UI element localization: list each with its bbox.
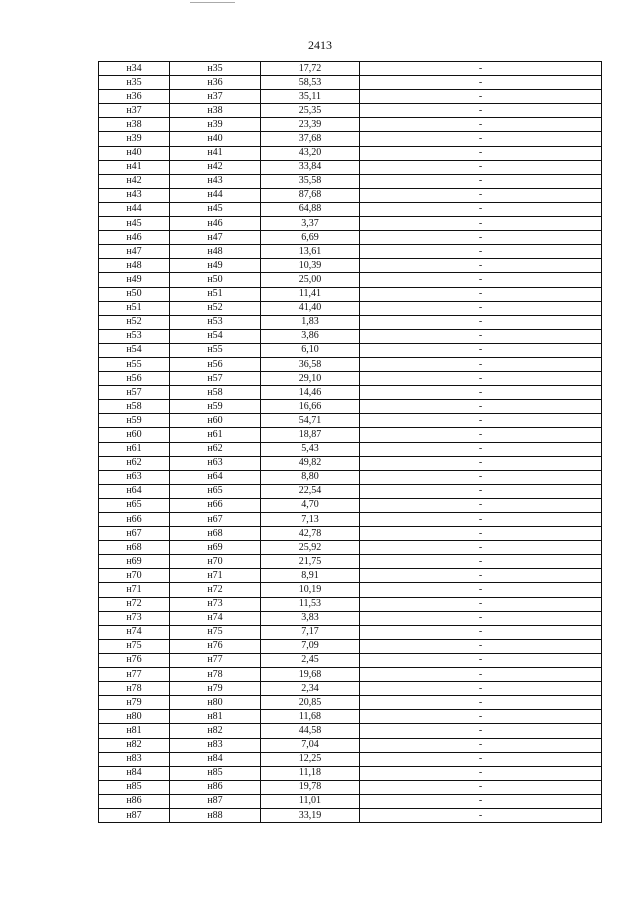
- to-point-cell: н51: [170, 287, 261, 301]
- to-point-cell: н61: [170, 428, 261, 442]
- table-row: [99, 386, 602, 400]
- distance-cell: 3,86: [261, 329, 360, 343]
- table-row: [99, 639, 602, 653]
- from-point-cell: н51: [99, 301, 170, 315]
- note-cell: -: [360, 752, 602, 766]
- note-cell: -: [360, 498, 602, 512]
- table-row: [99, 696, 602, 710]
- note-cell: -: [360, 696, 602, 710]
- distance-cell: 10,19: [261, 583, 360, 597]
- distance-cell: 13,61: [261, 245, 360, 259]
- from-point-cell: н39: [99, 132, 170, 146]
- from-point-cell: н53: [99, 329, 170, 343]
- to-point-cell: н75: [170, 625, 261, 639]
- table-row: [99, 724, 602, 738]
- note-cell: -: [360, 62, 602, 76]
- table-row: [99, 611, 602, 625]
- to-point-cell: н37: [170, 90, 261, 104]
- distance-cell: 42,78: [261, 527, 360, 541]
- note-cell: -: [360, 174, 602, 188]
- table-row: [99, 202, 602, 216]
- table-row: [99, 456, 602, 470]
- to-point-cell: н88: [170, 808, 261, 822]
- note-cell: -: [360, 527, 602, 541]
- to-point-cell: н41: [170, 146, 261, 160]
- distance-cell: 22,54: [261, 484, 360, 498]
- table-row: [99, 555, 602, 569]
- table-row: [99, 710, 602, 724]
- table-row: [99, 653, 602, 667]
- table-row: [99, 315, 602, 329]
- to-point-cell: н47: [170, 231, 261, 245]
- from-point-cell: н60: [99, 428, 170, 442]
- from-point-cell: н49: [99, 273, 170, 287]
- distance-cell: 12,25: [261, 752, 360, 766]
- from-point-cell: н71: [99, 583, 170, 597]
- to-point-cell: н39: [170, 118, 261, 132]
- table-row: [99, 160, 602, 174]
- to-point-cell: н35: [170, 62, 261, 76]
- table-row: [99, 372, 602, 386]
- note-cell: -: [360, 202, 602, 216]
- note-cell: -: [360, 160, 602, 174]
- from-point-cell: н43: [99, 188, 170, 202]
- table-row: [99, 259, 602, 273]
- table-row: [99, 245, 602, 259]
- to-point-cell: н43: [170, 174, 261, 188]
- distance-cell: 23,39: [261, 118, 360, 132]
- note-cell: -: [360, 287, 602, 301]
- table-row: [99, 357, 602, 371]
- from-point-cell: н72: [99, 597, 170, 611]
- to-point-cell: н67: [170, 513, 261, 527]
- table-row: [99, 794, 602, 808]
- to-point-cell: н46: [170, 217, 261, 231]
- note-cell: -: [360, 668, 602, 682]
- from-point-cell: н44: [99, 202, 170, 216]
- to-point-cell: н57: [170, 372, 261, 386]
- table-row: [99, 174, 602, 188]
- to-point-cell: н40: [170, 132, 261, 146]
- from-point-cell: н70: [99, 569, 170, 583]
- table-row: [99, 527, 602, 541]
- from-point-cell: н81: [99, 724, 170, 738]
- table-row: [99, 808, 602, 822]
- distance-cell: 37,68: [261, 132, 360, 146]
- from-point-cell: н63: [99, 470, 170, 484]
- note-cell: -: [360, 146, 602, 160]
- from-point-cell: н74: [99, 625, 170, 639]
- distance-cell: 11,41: [261, 287, 360, 301]
- note-cell: -: [360, 414, 602, 428]
- to-point-cell: н54: [170, 329, 261, 343]
- to-point-cell: н36: [170, 76, 261, 90]
- table-row: [99, 90, 602, 104]
- from-point-cell: н50: [99, 287, 170, 301]
- distance-cell: 11,68: [261, 710, 360, 724]
- to-point-cell: н52: [170, 301, 261, 315]
- from-point-cell: н75: [99, 639, 170, 653]
- distance-cell: 7,17: [261, 625, 360, 639]
- note-cell: -: [360, 724, 602, 738]
- to-point-cell: н55: [170, 343, 261, 357]
- scan-edge-line: [190, 2, 235, 3]
- table-row: [99, 188, 602, 202]
- to-point-cell: н81: [170, 710, 261, 724]
- to-point-cell: н84: [170, 752, 261, 766]
- to-point-cell: н63: [170, 456, 261, 470]
- note-cell: -: [360, 118, 602, 132]
- note-cell: -: [360, 710, 602, 724]
- to-point-cell: н66: [170, 498, 261, 512]
- to-point-cell: н42: [170, 160, 261, 174]
- distance-cell: 25,92: [261, 541, 360, 555]
- distance-cell: 16,66: [261, 400, 360, 414]
- note-cell: -: [360, 400, 602, 414]
- to-point-cell: н76: [170, 639, 261, 653]
- note-cell: -: [360, 301, 602, 315]
- distance-cell: 17,72: [261, 62, 360, 76]
- table-row: [99, 738, 602, 752]
- table-row: [99, 217, 602, 231]
- from-point-cell: н84: [99, 766, 170, 780]
- from-point-cell: н57: [99, 386, 170, 400]
- note-cell: -: [360, 90, 602, 104]
- boundary-segments-table: [98, 61, 602, 823]
- note-cell: -: [360, 456, 602, 470]
- table-row: [99, 752, 602, 766]
- distance-cell: 25,00: [261, 273, 360, 287]
- note-cell: -: [360, 653, 602, 667]
- distance-cell: 36,58: [261, 357, 360, 371]
- distance-cell: 2,45: [261, 653, 360, 667]
- distance-cell: 25,35: [261, 104, 360, 118]
- to-point-cell: н85: [170, 766, 261, 780]
- to-point-cell: н64: [170, 470, 261, 484]
- distance-cell: 19,68: [261, 668, 360, 682]
- distance-cell: 8,80: [261, 470, 360, 484]
- table-row: [99, 625, 602, 639]
- to-point-cell: н50: [170, 273, 261, 287]
- distance-cell: 3,37: [261, 217, 360, 231]
- note-cell: -: [360, 470, 602, 484]
- distance-cell: 35,58: [261, 174, 360, 188]
- from-point-cell: н73: [99, 611, 170, 625]
- from-point-cell: н48: [99, 259, 170, 273]
- distance-cell: 33,84: [261, 160, 360, 174]
- table-row: [99, 682, 602, 696]
- distance-cell: 21,75: [261, 555, 360, 569]
- table-row: [99, 484, 602, 498]
- from-point-cell: н80: [99, 710, 170, 724]
- from-point-cell: н59: [99, 414, 170, 428]
- from-point-cell: н83: [99, 752, 170, 766]
- distance-cell: 2,34: [261, 682, 360, 696]
- from-point-cell: н45: [99, 217, 170, 231]
- from-point-cell: н56: [99, 372, 170, 386]
- table-row: [99, 329, 602, 343]
- note-cell: -: [360, 343, 602, 357]
- to-point-cell: н70: [170, 555, 261, 569]
- note-cell: -: [360, 428, 602, 442]
- note-cell: -: [360, 597, 602, 611]
- distance-cell: 11,18: [261, 766, 360, 780]
- note-cell: -: [360, 639, 602, 653]
- note-cell: -: [360, 738, 602, 752]
- to-point-cell: н53: [170, 315, 261, 329]
- table-row: [99, 428, 602, 442]
- to-point-cell: н86: [170, 780, 261, 794]
- note-cell: -: [360, 231, 602, 245]
- to-point-cell: н59: [170, 400, 261, 414]
- table-row: [99, 76, 602, 90]
- from-point-cell: н68: [99, 541, 170, 555]
- distance-cell: 87,68: [261, 188, 360, 202]
- distance-cell: 4,70: [261, 498, 360, 512]
- to-point-cell: н48: [170, 245, 261, 259]
- from-point-cell: н64: [99, 484, 170, 498]
- table-row: [99, 583, 602, 597]
- distance-cell: 11,01: [261, 794, 360, 808]
- distance-cell: 35,11: [261, 90, 360, 104]
- note-cell: -: [360, 273, 602, 287]
- to-point-cell: н73: [170, 597, 261, 611]
- note-cell: -: [360, 104, 602, 118]
- distance-cell: 6,10: [261, 343, 360, 357]
- note-cell: -: [360, 217, 602, 231]
- from-point-cell: н85: [99, 780, 170, 794]
- table-row: [99, 343, 602, 357]
- from-point-cell: н77: [99, 668, 170, 682]
- note-cell: -: [360, 625, 602, 639]
- from-point-cell: н86: [99, 794, 170, 808]
- table-row: [99, 766, 602, 780]
- from-point-cell: н52: [99, 315, 170, 329]
- distance-cell: 19,78: [261, 780, 360, 794]
- table-row: [99, 231, 602, 245]
- from-point-cell: н37: [99, 104, 170, 118]
- note-cell: -: [360, 259, 602, 273]
- distance-cell: 64,88: [261, 202, 360, 216]
- distance-cell: 54,71: [261, 414, 360, 428]
- distance-cell: 8,91: [261, 569, 360, 583]
- from-point-cell: н65: [99, 498, 170, 512]
- to-point-cell: н79: [170, 682, 261, 696]
- from-point-cell: н58: [99, 400, 170, 414]
- from-point-cell: н69: [99, 555, 170, 569]
- note-cell: -: [360, 513, 602, 527]
- to-point-cell: н44: [170, 188, 261, 202]
- from-point-cell: н54: [99, 343, 170, 357]
- distance-cell: 29,10: [261, 372, 360, 386]
- to-point-cell: н45: [170, 202, 261, 216]
- to-point-cell: н68: [170, 527, 261, 541]
- note-cell: -: [360, 583, 602, 597]
- table-row: [99, 273, 602, 287]
- distance-cell: 58,53: [261, 76, 360, 90]
- from-point-cell: н79: [99, 696, 170, 710]
- table-row: [99, 780, 602, 794]
- to-point-cell: н72: [170, 583, 261, 597]
- distance-cell: 5,43: [261, 442, 360, 456]
- from-point-cell: н67: [99, 527, 170, 541]
- from-point-cell: н76: [99, 653, 170, 667]
- distance-cell: 44,58: [261, 724, 360, 738]
- to-point-cell: н49: [170, 259, 261, 273]
- distance-cell: 7,04: [261, 738, 360, 752]
- from-point-cell: н55: [99, 357, 170, 371]
- table-row: [99, 470, 602, 484]
- note-cell: -: [360, 315, 602, 329]
- from-point-cell: н34: [99, 62, 170, 76]
- note-cell: -: [360, 372, 602, 386]
- from-point-cell: н42: [99, 174, 170, 188]
- note-cell: -: [360, 76, 602, 90]
- to-point-cell: н58: [170, 386, 261, 400]
- table-row: [99, 104, 602, 118]
- to-point-cell: н62: [170, 442, 261, 456]
- to-point-cell: н65: [170, 484, 261, 498]
- from-point-cell: н82: [99, 738, 170, 752]
- note-cell: -: [360, 541, 602, 555]
- distance-cell: 3,83: [261, 611, 360, 625]
- note-cell: -: [360, 682, 602, 696]
- note-cell: -: [360, 569, 602, 583]
- from-point-cell: н35: [99, 76, 170, 90]
- to-point-cell: н77: [170, 653, 261, 667]
- table-row: [99, 668, 602, 682]
- table-row: [99, 597, 602, 611]
- table-row: [99, 400, 602, 414]
- note-cell: -: [360, 357, 602, 371]
- table-row: [99, 132, 602, 146]
- table-row: [99, 146, 602, 160]
- table-row: [99, 513, 602, 527]
- note-cell: -: [360, 766, 602, 780]
- from-point-cell: н62: [99, 456, 170, 470]
- from-point-cell: н47: [99, 245, 170, 259]
- table-row: [99, 498, 602, 512]
- distance-cell: 18,87: [261, 428, 360, 442]
- to-point-cell: н87: [170, 794, 261, 808]
- distance-cell: 14,46: [261, 386, 360, 400]
- distance-cell: 11,53: [261, 597, 360, 611]
- from-point-cell: н66: [99, 513, 170, 527]
- to-point-cell: н82: [170, 724, 261, 738]
- table-row: [99, 118, 602, 132]
- to-point-cell: н71: [170, 569, 261, 583]
- note-cell: -: [360, 386, 602, 400]
- to-point-cell: н69: [170, 541, 261, 555]
- from-point-cell: н36: [99, 90, 170, 104]
- note-cell: -: [360, 188, 602, 202]
- distance-cell: 49,82: [261, 456, 360, 470]
- table-row: [99, 287, 602, 301]
- distance-cell: 6,69: [261, 231, 360, 245]
- note-cell: -: [360, 329, 602, 343]
- distance-cell: 20,85: [261, 696, 360, 710]
- note-cell: -: [360, 484, 602, 498]
- to-point-cell: н83: [170, 738, 261, 752]
- note-cell: -: [360, 794, 602, 808]
- from-point-cell: н41: [99, 160, 170, 174]
- from-point-cell: н61: [99, 442, 170, 456]
- from-point-cell: н40: [99, 146, 170, 160]
- table-body: [99, 62, 602, 823]
- table-row: [99, 569, 602, 583]
- page-number: 2413: [308, 38, 332, 52]
- from-point-cell: н46: [99, 231, 170, 245]
- distance-cell: 7,09: [261, 639, 360, 653]
- note-cell: -: [360, 555, 602, 569]
- to-point-cell: н60: [170, 414, 261, 428]
- distance-cell: 43,20: [261, 146, 360, 160]
- from-point-cell: н87: [99, 808, 170, 822]
- distance-cell: 41,40: [261, 301, 360, 315]
- distance-cell: 10,39: [261, 259, 360, 273]
- note-cell: -: [360, 442, 602, 456]
- table-row: [99, 301, 602, 315]
- table-row: [99, 541, 602, 555]
- to-point-cell: н78: [170, 668, 261, 682]
- table-row: [99, 414, 602, 428]
- distance-cell: 7,13: [261, 513, 360, 527]
- note-cell: -: [360, 132, 602, 146]
- table-row: [99, 62, 602, 76]
- note-cell: -: [360, 808, 602, 822]
- table-row: [99, 442, 602, 456]
- note-cell: -: [360, 611, 602, 625]
- distance-cell: 1,83: [261, 315, 360, 329]
- to-point-cell: н38: [170, 104, 261, 118]
- to-point-cell: н80: [170, 696, 261, 710]
- to-point-cell: н74: [170, 611, 261, 625]
- note-cell: -: [360, 780, 602, 794]
- distance-cell: 33,19: [261, 808, 360, 822]
- from-point-cell: н38: [99, 118, 170, 132]
- note-cell: -: [360, 245, 602, 259]
- from-point-cell: н78: [99, 682, 170, 696]
- to-point-cell: н56: [170, 357, 261, 371]
